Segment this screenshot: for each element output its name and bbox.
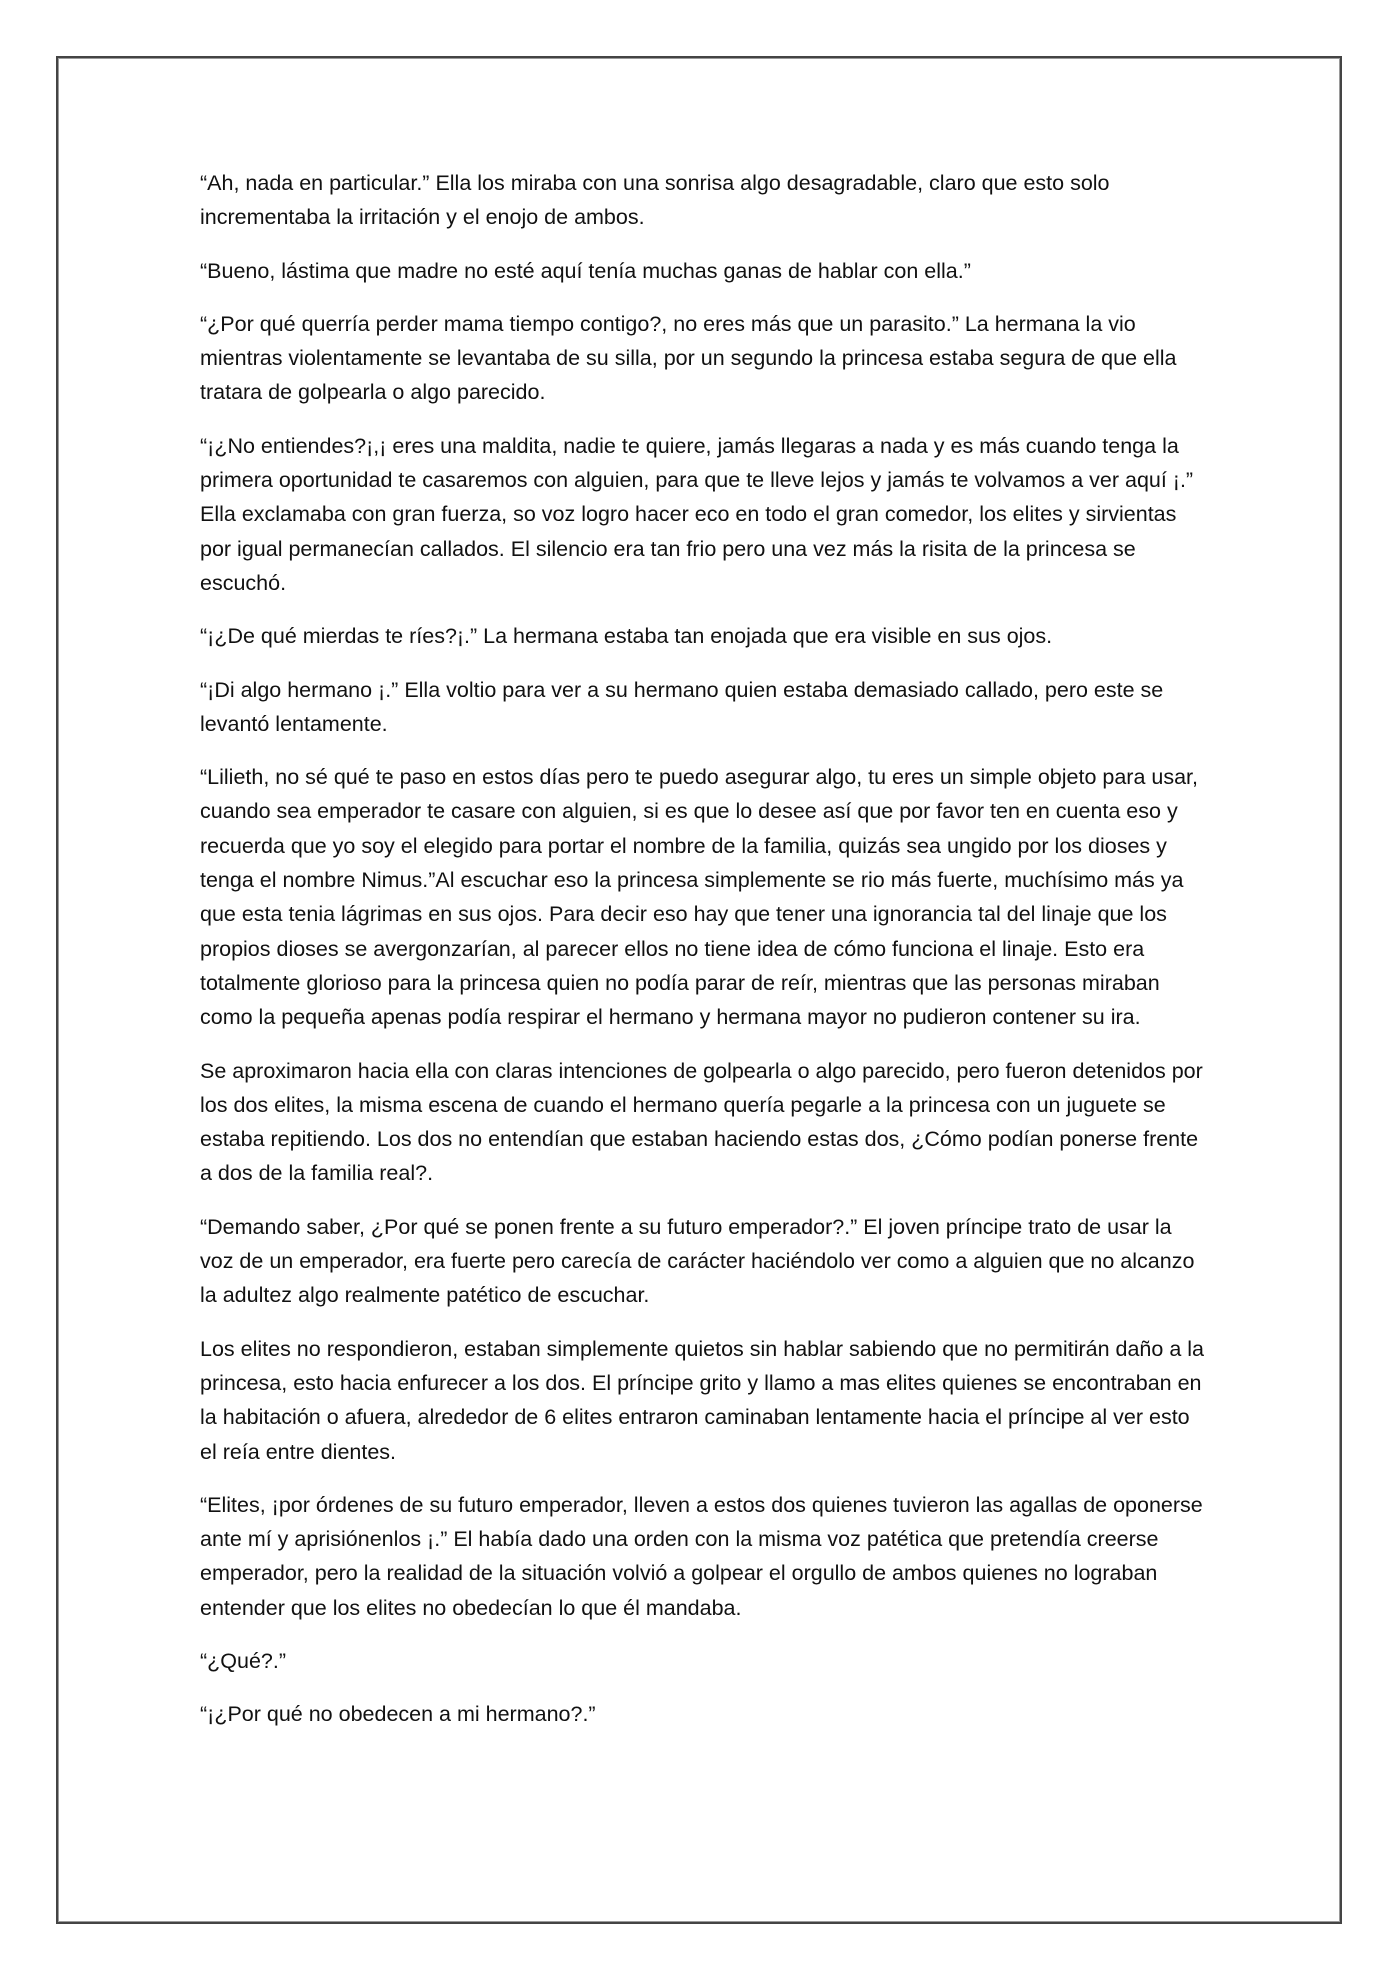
paragraph-1: “Ah, nada en particular.” Ella los miraba con una sonrisa algo desagradable, claro que esto solo incrementaba la irritación y el enojo de ambos. <box>200 171 1110 230</box>
paragraph-11: “Elites, ¡por órdenes de su futuro emperador, lleven a estos dos quienes tuvieron las agallas de oponerse ante mí y aprisiónenlos ¡.” El había dado una orden con la misma voz patética que pretendía creerse emperador, pero la realidad de la situación volvió a golpear el orgullo de ambos quienes no lograban entender que los elites no obedecían lo que él mandaba. <box>200 1492 1203 1620</box>
paragraph-10: Los elites no respondieron, estaban simplemente quietos sin hablar sabiendo que no permitirán daño a la princesa, esto hacia enfurecer a los dos. El príncipe grito y llamo a mas elites quienes se encontraban en la habitación o afuera, alrededor de 6 elites entraron caminaban lentamente hacia el príncipe al ver esto el reía entre dientes. <box>200 1336 1204 1464</box>
document-body <box>200 166 1210 1751</box>
paragraph-13: “¡¿Por qué no obedecen a mi hermano?.” <box>200 1702 596 1727</box>
paragraph-12: “¿Qué?.” <box>200 1648 287 1673</box>
paragraph-6: “¡Di algo hermano ¡.” Ella voltio para ver a su hermano quien estaba demasiado callado, pero este se levantó lentamente. <box>200 677 1164 736</box>
paragraph-5: “¡¿De qué mierdas te ríes?¡.” La hermana estaba tan enojada que era visible en sus ojos. <box>200 624 1053 649</box>
paragraph-7: “Lilieth, no sé qué te paso en estos días pero te puedo asegurar algo, tu eres un simple objeto para usar, cuando sea emperador te casare con alguien, si es que lo desee así que por favor ten en cuenta eso y recuerda que yo soy el elegido para portar el nombre de la familia, quizás sea ungido por los dioses y tenga el nombre Nimus.”Al escuchar eso la princesa simplemente se rio más fuerte, muchísimo más ya que esta tenia lágrimas en sus ojos. Para decir eso hay que tener una ignorancia tal del linaje que los propios dioses se avergonzarían, al parecer ellos no tiene idea de cómo funciona el linaje. Esto era totalmente glorioso para la princesa quien no podía parar de reír, mientras que las personas miraban como la pequeña apenas podía respirar el hermano y hermana mayor no pudieron contener su ira. <box>200 765 1199 1030</box>
paragraph-9: “Demando saber, ¿Por qué se ponen frente a su futuro emperador?.” El joven príncipe trato de usar la voz de un emperador, era fuerte pero carecía de carácter haciéndolo ver como a alguien que no alcanzo la adultez algo realmente patético de escuchar. <box>200 1214 1195 1308</box>
paragraph-2: “Bueno, lástima que madre no esté aquí tenía muchas ganas de hablar con ella.” <box>200 258 971 283</box>
paragraph-4: “¡¿No entiendes?¡,¡ eres una maldita, nadie te quiere, jamás llegaras a nada y es más cuando tenga la primera oportunidad te casaremos con alguien, para que te lleve lejos y jamás te volvamos a ver aquí ¡.” Ella exclamaba con gran fuerza, so voz logro hacer eco en todo el gran comedor, los elites y sirvientas por igual permanecían callados. El silencio era tan frio pero una vez más la risita de la princesa se escuchó. <box>200 433 1194 595</box>
paragraph-8: Se aproximaron hacia ella con claras intenciones de golpearla o algo parecido, pero fueron detenidos por los dos elites, la misma escena de cuando el hermano quería pegarle a la princesa con un juguete se estaba repitiendo. Los dos no entendían que estaban haciendo estas dos, ¿Cómo podían ponerse frente a dos de la familia real?. <box>200 1058 1203 1186</box>
paragraph-3: “¿Por qué querría perder mama tiempo contigo?, no eres más que un parasito.” La hermana la vio mientras violentamente se levantaba de su silla, por un segundo la princesa estaba segura de que ella tratara de golpearla o algo parecido. <box>200 311 1177 405</box>
